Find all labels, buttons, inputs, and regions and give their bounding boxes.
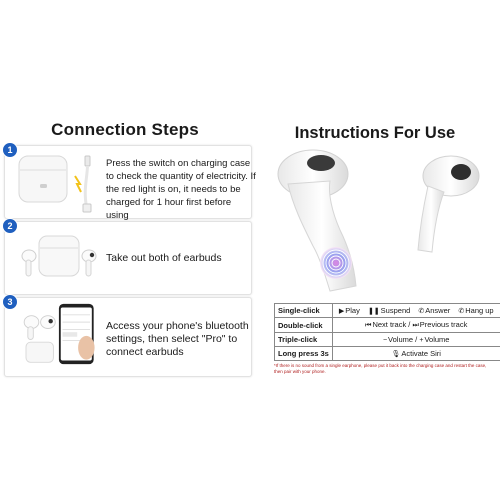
answer-text: Answer [425,306,451,315]
long-press-label: Long press 3s [275,347,333,361]
triple-click-label: Triple-click [275,333,333,347]
next-track-text: Next track [372,320,407,329]
step-3-text: Access your phone's bluetooth settings, then select "Pro" to connect earbuds [106,320,249,358]
table-row-single-click [275,304,500,318]
step-card-2 [4,221,252,295]
step-card-3 [4,297,252,377]
suspend-text: Suspend [380,306,411,315]
phone-hangup-icon: ✆ [458,308,465,315]
play-icon: ▶ [338,308,345,315]
single-click-label: Single-click [275,304,333,318]
phone-bluetooth-pairing-image [13,302,103,366]
minus-icon: − [382,337,388,344]
connection-steps-title: Connection Steps [51,120,199,139]
activate-siri-text: Activate Siri [401,349,441,358]
table-row-triple-click [275,333,500,347]
instructions-title: Instructions For Use [294,124,456,142]
phone-icon: ✆ [418,308,425,315]
table-row-long-press [275,347,500,361]
charging-case-with-cable-image [13,150,103,214]
next-track-icon: ⏮ [365,322,372,329]
step-card-1 [4,145,256,221]
microphone-icon: 🎙 [391,351,401,358]
separator: / [415,335,418,344]
instructions-table [274,303,500,361]
separator: / [408,320,411,329]
step-1-text: Press the switch on charging case to check the quantity of electricity. If the red light is on, it needs to be charged for 1 hour first before using [106,158,256,221]
earbuds-out-of-case-image [13,226,103,290]
step-number-badge: 3 [2,294,18,310]
hangup-text: Hang up [465,306,494,315]
step-number-badge: 2 [2,218,18,234]
pairing-note: *If there is no sound from a single earphone, please put it back into the charging case and restart the case, then pair with your phone. [274,363,487,374]
fingerprint-icon [320,247,352,279]
volume-down-text: Volume [388,335,414,344]
table-row-double-click [275,318,500,333]
plus-icon: + [419,337,424,344]
step-number-badge: 1 [2,142,18,158]
previous-track-text: Previous track [419,320,468,329]
double-click-label: Double-click [275,318,333,333]
pause-icon: ❚❚ [367,308,380,315]
step-2-text: Take out both of earbuds [106,252,222,264]
earbuds-product-image [268,146,500,296]
volume-up-text: Volume [424,335,450,344]
play-text: Play [345,306,360,315]
previous-track-icon: ⏭ [412,322,419,329]
